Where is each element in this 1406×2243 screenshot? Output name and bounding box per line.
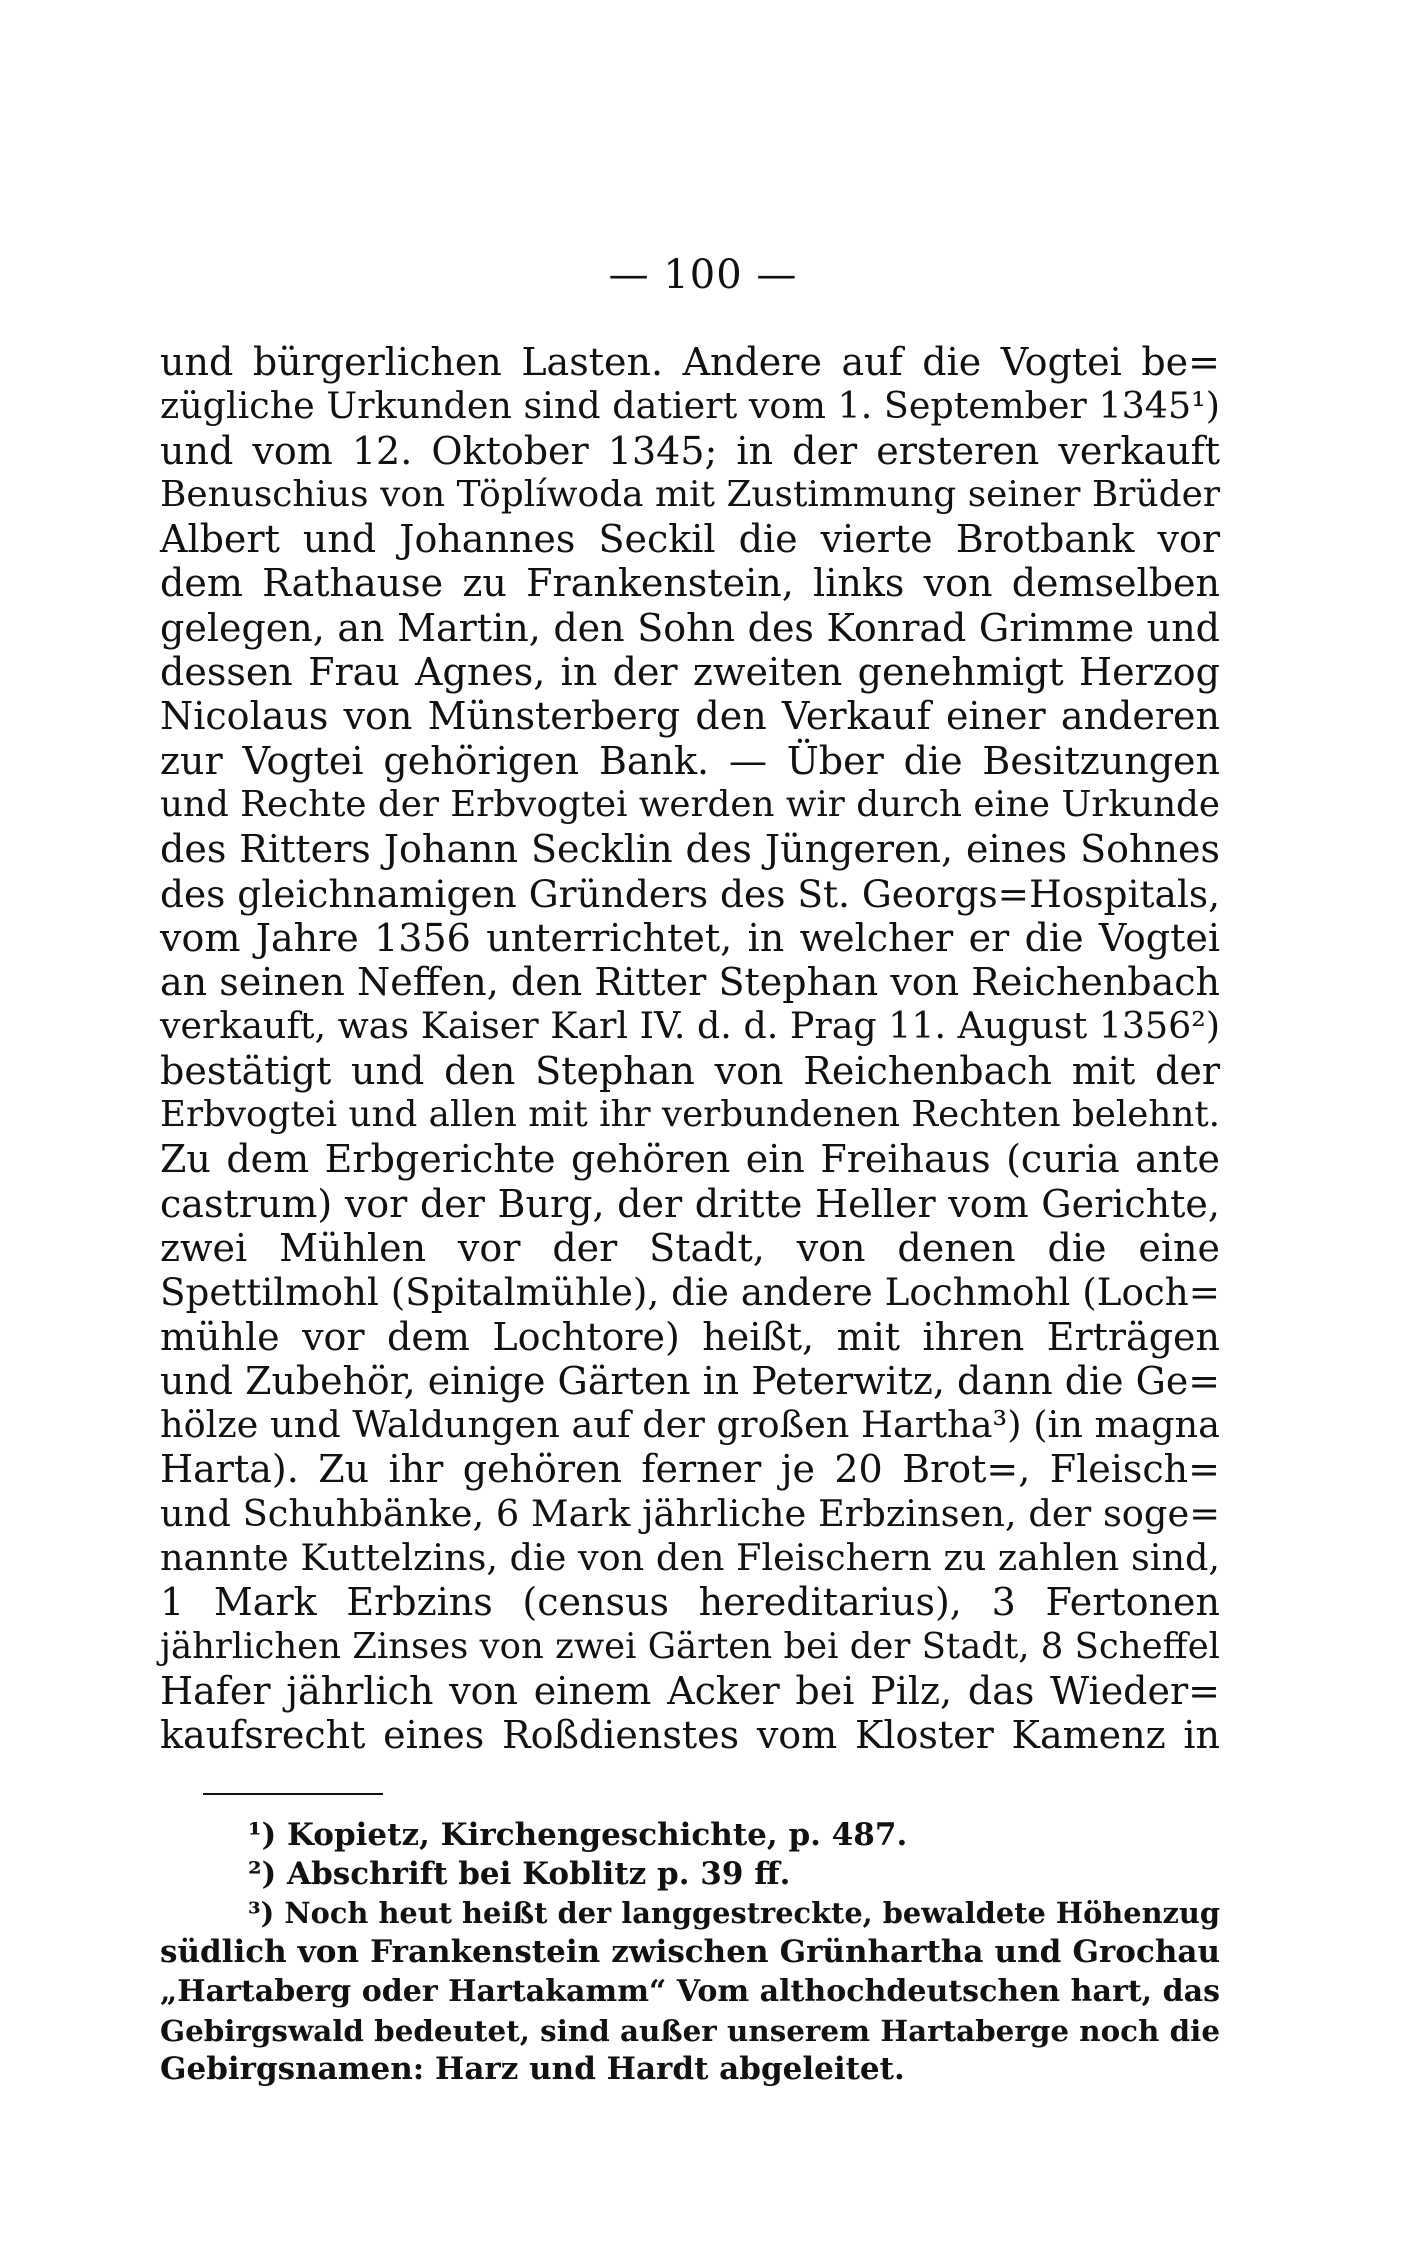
text-line: vom Jahre 1356 unterrichtet, in welcher er die Vogtei — [160, 915, 1220, 960]
text-line: zwei Mühlen vor der Stadt, von denen die eine — [160, 1225, 1220, 1270]
text-line: zügliche Urkunden sind datiert vom 1. September 1345¹) — [160, 384, 1220, 428]
page-number: — 100 — — [608, 252, 798, 298]
footnote-1: ¹) Kopietz, Kirchengeschichte, p. 487. — [248, 1817, 908, 1853]
text-line: mühle vor dem Lochtore) heißt, mit ihren Erträgen — [160, 1314, 1220, 1359]
text-line: kaufsrecht eines Roßdienstes vom Kloster Kamenz in — [160, 1713, 1220, 1758]
text-line: bestätigt und den Stephan von Reichenbach mit der — [160, 1048, 1220, 1093]
footnote-3-line: südlich von Frankenstein zwischen Grünhartha und Grochau — [160, 1934, 1220, 1970]
text-line: des gleichnamigen Gründers des St. Georgs=Hospitals, — [160, 871, 1221, 916]
text-line: nannte Kuttelzins, die von den Fleischern zu zahlen sind, — [160, 1536, 1220, 1580]
text-line: an seinen Neffen, den Ritter Stephan von Reichenbach — [160, 960, 1220, 1005]
text-line: hölze und Waldungen auf der großen Hartha³) (in magna — [160, 1403, 1220, 1447]
text-line: Nicolaus von Münsterberg den Verkauf einer anderen — [160, 694, 1220, 739]
text-line: und Schuhbänke, 6 Mark jährliche Erbzinsen, der soge= — [160, 1491, 1220, 1535]
text-line: und Rechte der Erbvogtei werden wir durch eine Urkunde — [160, 783, 1220, 825]
text-line: dem Rathause zu Frankenstein, links von demselben — [160, 561, 1220, 606]
text-line: gelegen, an Martin, den Sohn des Konrad Grimme und — [160, 605, 1220, 650]
body-text — [160, 340, 1220, 1758]
text-line: Spettilmohl (Spitalmühle), die andere Lochmohl (Loch= — [160, 1270, 1220, 1315]
footnote-2: ²) Abschrift bei Koblitz p. 39 ff. — [248, 1856, 791, 1892]
text-line: dessen Frau Agnes, in der zweiten genehmigt Herzog — [160, 650, 1220, 695]
text-line: Zu dem Erbgerichte gehören ein Freihaus (curia ante — [160, 1137, 1220, 1182]
text-line: Hafer jährlich von einem Acker bei Pilz, das Wieder= — [160, 1668, 1220, 1713]
text-line: 1 Mark Erbzins (census hereditarius), 3 Fertonen — [160, 1580, 1220, 1625]
text-line: zur Vogtei gehörigen Bank. — Über die Besitzungen — [160, 738, 1220, 783]
footnote-3-line: „Hartaberg oder Hartakamm“ Vom althochdeutschen hart, das — [160, 1974, 1220, 2009]
footnote-divider — [203, 1793, 383, 1795]
footnote-3: ³) Noch heut heißt der langgestreckte, bewaldete Höhenzug — [248, 1896, 1220, 1930]
text-line: des Ritters Johann Secklin des Jüngeren, eines Sohnes — [160, 827, 1220, 872]
footnotes — [160, 1816, 1220, 2089]
text-line: und Zubehör, einige Gärten in Peterwitz, dann die Ge= — [160, 1358, 1220, 1403]
text-line: Harta). Zu ihr gehören ferner je 20 Brot=, Fleisch= — [160, 1447, 1220, 1492]
text-line: jährlichen Zinses von zwei Gärten bei der Stadt, 8 Scheffel — [160, 1625, 1220, 1667]
text-line: Benuschius von Töplíwoda mit Zustimmung seiner Brüder — [160, 473, 1220, 515]
footnote-3-line: Gebirgsnamen: Harz und Hardt abgeleitet. — [160, 2051, 905, 2087]
text-line: verkauft, was Kaiser Karl IV. d. d. Prag 11. August 1356²) — [160, 1004, 1220, 1048]
text-line: und vom 12. Oktober 1345; in der ersteren verkauft — [160, 428, 1220, 473]
text-line: castrum) vor der Burg, der dritte Heller vom Gerichte, — [160, 1181, 1220, 1226]
text-line: und bürgerlichen Lasten. Andere auf die Vogtei be= — [160, 340, 1220, 384]
text-line: Erbvogtei und allen mit ihr verbundenen Rechten belehnt. — [160, 1094, 1220, 1136]
footnote-3-line: Gebirgswald bedeutet, sind außer unserem Hartaberge noch die — [160, 2013, 1220, 2048]
text-line: Albert und Johannes Seckil die vierte Brotbank vor — [160, 517, 1220, 562]
